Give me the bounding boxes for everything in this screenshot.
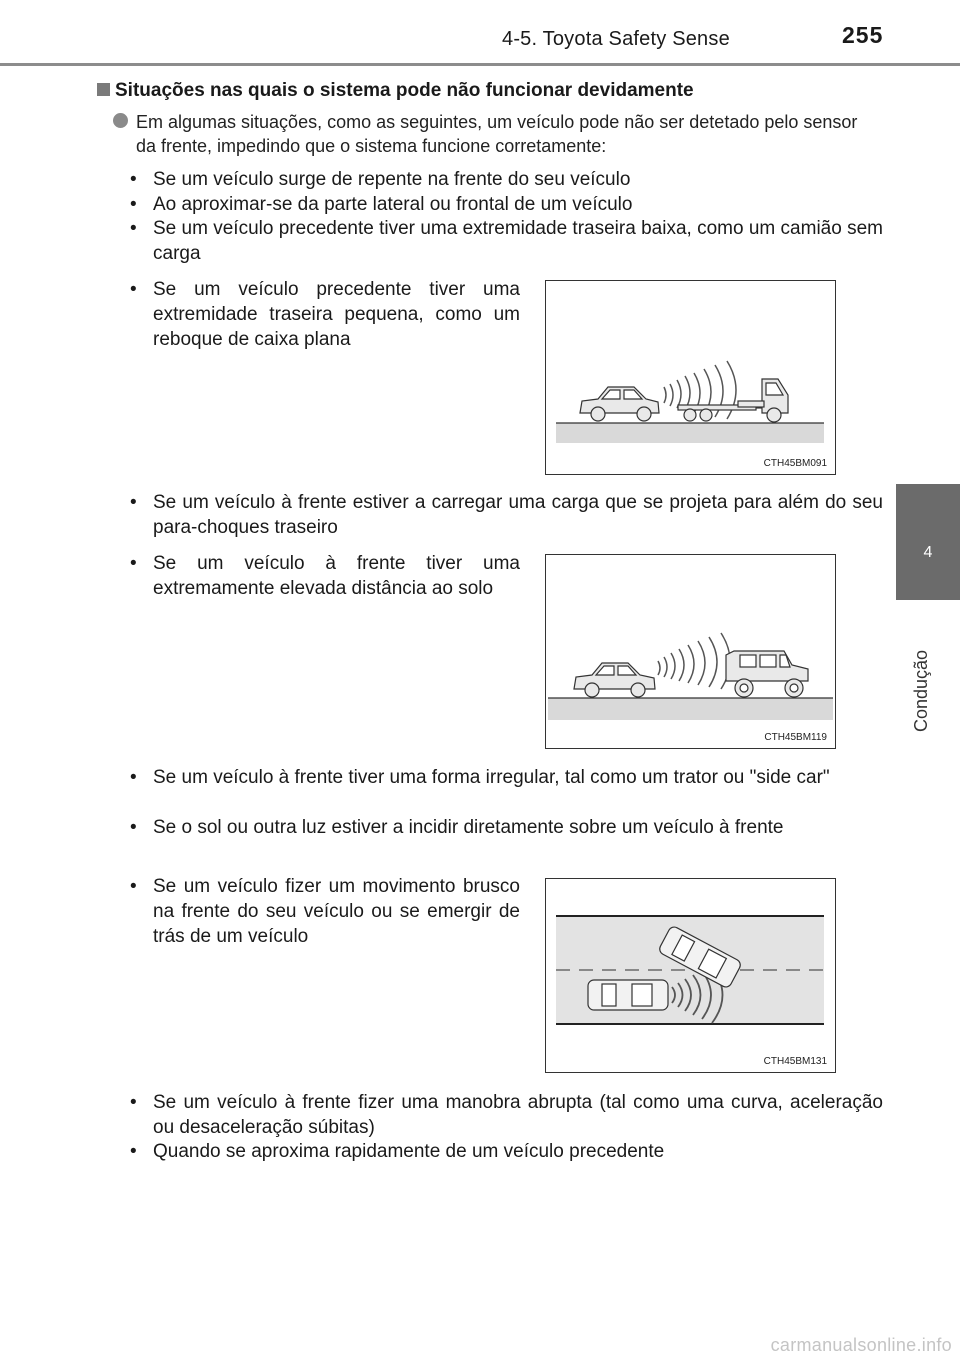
list-item: • Se um veículo surge de repente na frente do seu veículo <box>130 169 631 190</box>
intro-text: Em algumas situações, como as seguintes, um veículo pode não ser detetado pelo sensor da frente, impedindo que o sistema funcione corretamente: <box>136 112 858 156</box>
square-bullet-icon <box>97 83 110 96</box>
list-item: • Se o sol ou outra luz estiver a incidir diretamente sobre um veículo à frente <box>130 817 784 838</box>
list-item: • Se um veículo fizer um movimento brusco na frente do seu veículo ou se emergir de trás de um veículo <box>130 876 520 947</box>
list-item: • Se um veículo precedente tiver uma extremidade traseira baixa, como um camião sem carga <box>130 218 883 264</box>
figure-code: CTH45BM091 <box>763 458 827 469</box>
figure-flatbed-trailer <box>545 280 836 475</box>
car-approaching-high-clearance-suv-illustration <box>546 555 835 748</box>
list-item: • Se um veículo à frente fizer uma manobra abrupta (tal como uma curva, aceleração ou desaceleração súbitas) <box>130 1092 883 1138</box>
list-item: • Ao aproximar-se da parte lateral ou frontal de um veículo <box>130 194 633 215</box>
car-approaching-flatbed-trailer-illustration <box>546 281 835 474</box>
list-item: • Se um veículo precedente tiver uma extremidade traseira pequena, como um reboque de caixa plana <box>130 279 520 350</box>
page-number: 255 <box>842 22 884 48</box>
figure-code: CTH45BM131 <box>763 1056 827 1067</box>
list-item: • Se um veículo à frente estiver a carregar uma carga que se projeta para além do seu para-choques traseiro <box>130 492 883 538</box>
chapter-tab[interactable] <box>896 484 960 600</box>
car-cut-in-top-view-illustration <box>546 879 835 1072</box>
list-item: • Se um veículo à frente tiver uma forma irregular, tal como um trator ou "side car" <box>130 767 830 788</box>
list-item: • Quando se aproxima rapidamente de um veículo precedente <box>130 1141 665 1162</box>
figure-high-clearance-suv <box>545 554 836 749</box>
figure-code: CTH45BM119 <box>764 732 827 743</box>
intro-paragraph <box>116 110 861 158</box>
section-heading-text: Situações nas quais o sistema pode não funcionar devidamente <box>115 80 694 101</box>
list-item: • Se um veículo à frente tiver uma extremamente elevada distância ao solo <box>130 553 520 599</box>
section-heading <box>97 80 887 102</box>
watermark: carmanualsonline.info <box>770 1335 952 1355</box>
header-divider <box>0 63 960 66</box>
chapter-label: Condução <box>911 649 931 732</box>
header-section-title: 4-5. Toyota Safety Sense <box>502 28 730 50</box>
circle-bullet-icon <box>113 113 128 128</box>
chapter-number: 4 <box>923 544 933 561</box>
figure-cut-in-top-view <box>545 878 836 1073</box>
